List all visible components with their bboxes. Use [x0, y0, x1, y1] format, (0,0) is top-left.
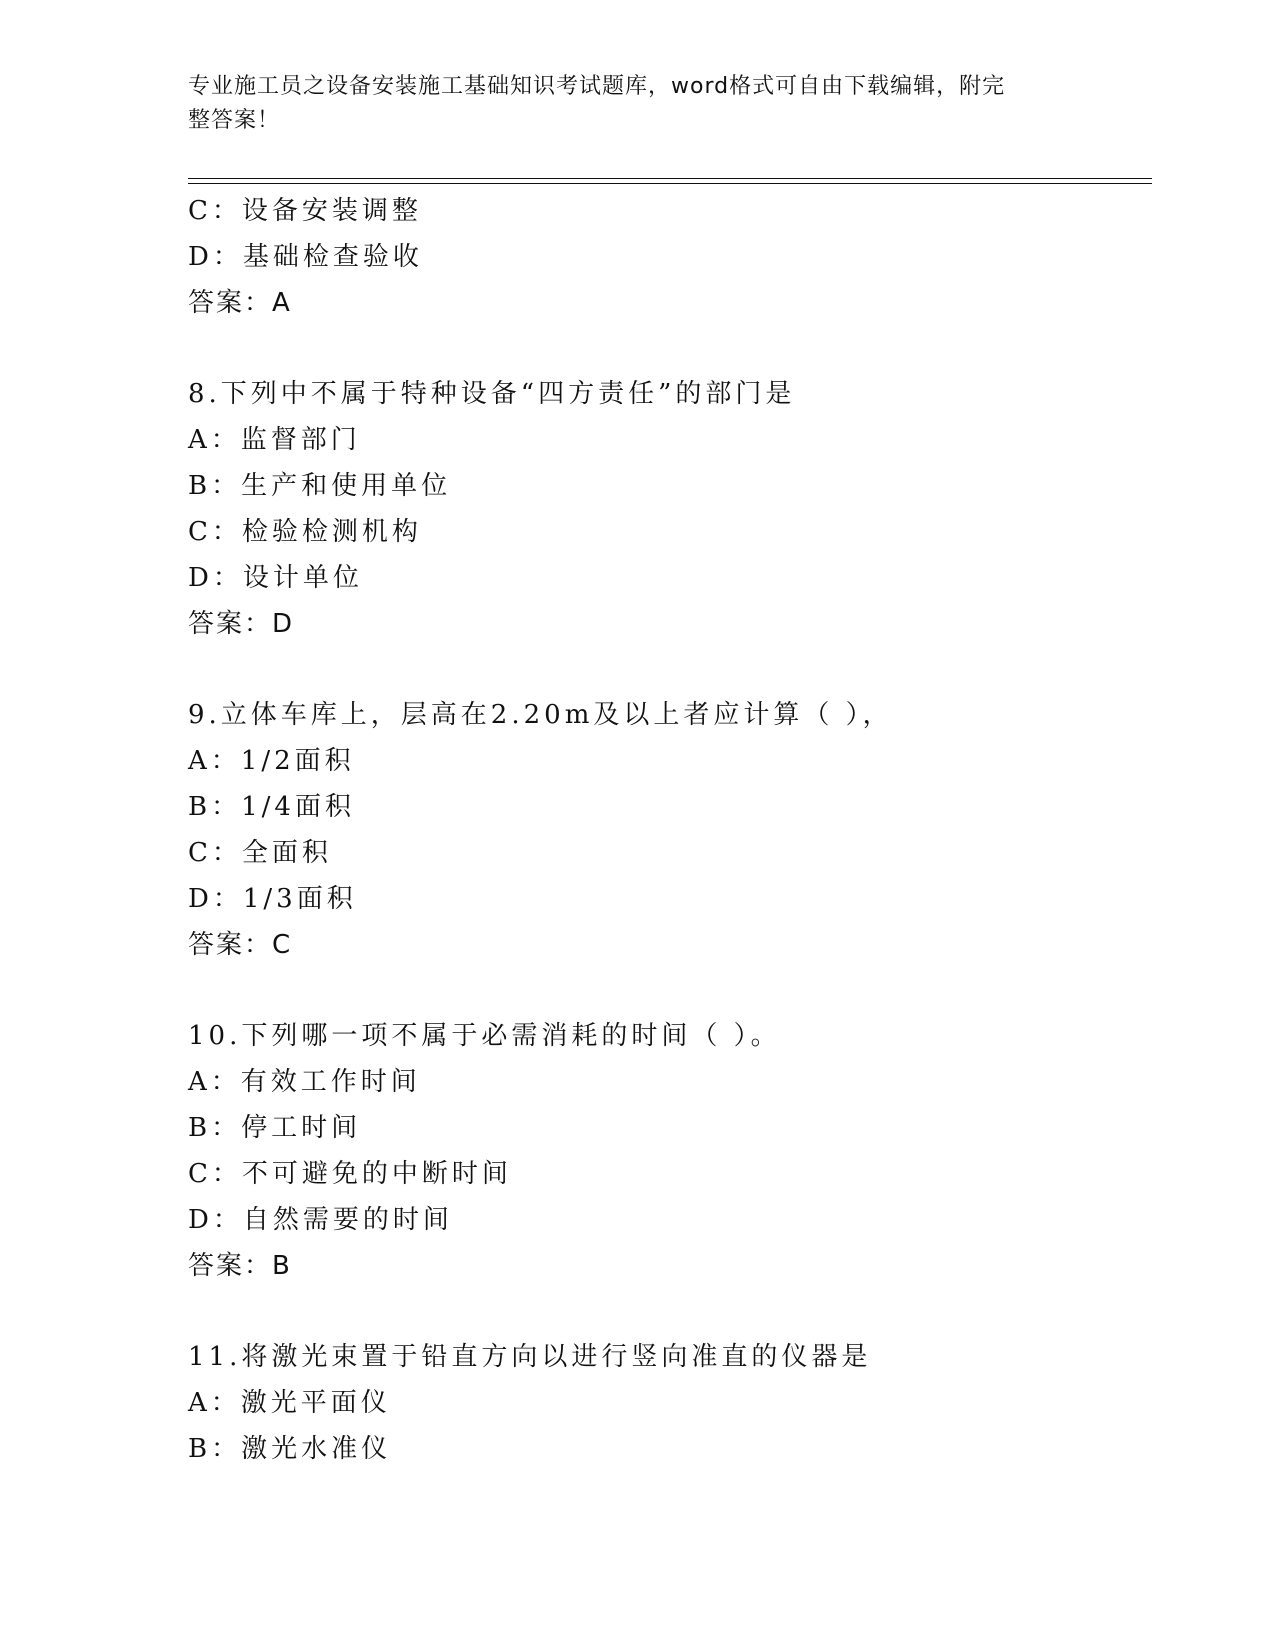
option-a: A：激光平面仪	[188, 1388, 391, 1418]
option-d: D：自然需要的时间	[188, 1205, 453, 1235]
question-11	[188, 1334, 1148, 1472]
option-a: A：1/2面积	[188, 746, 355, 776]
option-a: A：监督部门	[188, 425, 361, 455]
question-list	[188, 188, 1148, 1472]
option-c: C：设备安装调整	[188, 196, 422, 226]
option-c: C：全面积	[188, 838, 332, 868]
option-b: B：激光水准仪	[188, 1434, 392, 1464]
spacer	[188, 326, 1148, 371]
answer: 答案：B	[188, 1251, 292, 1281]
header-line-2: 整答案！	[188, 108, 281, 133]
option-d: D：基础检查验收	[188, 242, 423, 272]
option-b: B：1/4面积	[188, 792, 355, 822]
spacer	[188, 968, 1148, 1013]
option-a: A：有效工作时间	[188, 1067, 421, 1097]
question-text: 11.将激光束置于铅直方向以进行竖向准直的仪器是	[188, 1342, 872, 1372]
option-b: B：生产和使用单位	[188, 471, 452, 501]
question-9	[188, 692, 1148, 968]
option-d: D：设计单位	[188, 563, 363, 593]
question-text: 10.下列哪一项不属于必需消耗的时间（ ）。	[188, 1021, 781, 1051]
answer: 答案：A	[188, 288, 292, 318]
option-d: D：1/3面积	[188, 884, 357, 914]
question-8	[188, 371, 1148, 647]
question-text: 9.立体车库上，层高在2.20m及以上者应计算（ ），	[188, 700, 893, 730]
spacer	[188, 1289, 1148, 1334]
question-10	[188, 1013, 1148, 1289]
spacer	[188, 647, 1148, 692]
option-c: C：检验检测机构	[188, 517, 422, 547]
answer: 答案：D	[188, 609, 295, 639]
answer: 答案：C	[188, 930, 293, 960]
question-text: 8.下列中不属于特种设备“四方责任”的部门是	[188, 379, 796, 409]
document-header	[188, 70, 1068, 138]
header-divider-top	[188, 178, 1152, 179]
option-b: B：停工时间	[188, 1113, 362, 1143]
question-7-tail	[188, 188, 1148, 326]
option-c: C：不可避免的中断时间	[188, 1159, 512, 1189]
header-line-1: 专业施工员之设备安装施工基础知识考试题库，word格式可自由下载编辑，附完	[188, 74, 1006, 99]
header-divider-bottom	[188, 183, 1152, 184]
